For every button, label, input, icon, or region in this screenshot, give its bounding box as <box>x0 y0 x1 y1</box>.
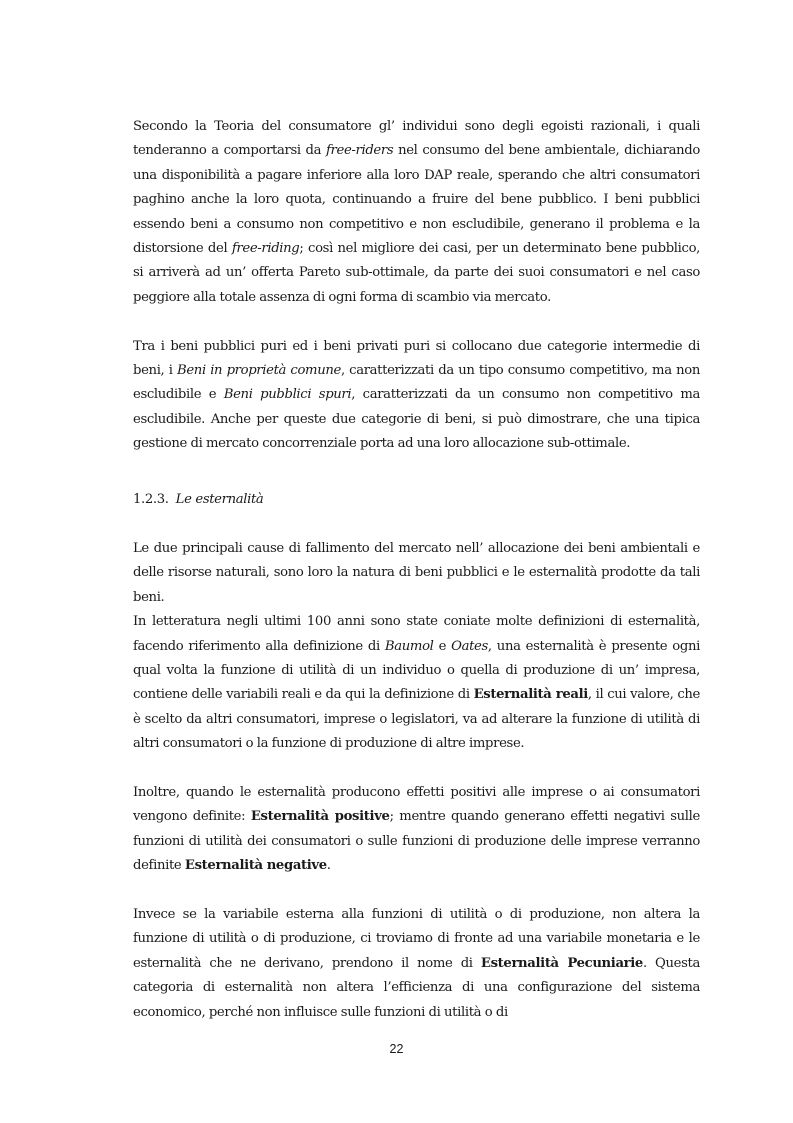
bold-term: Esternalità Pecuniarie <box>480 955 643 971</box>
italic-term: free-riding <box>231 241 300 257</box>
section-heading <box>133 488 263 512</box>
text-run: In letteratura negli ultimi 100 anni sono state coniate molte definizioni di esternalità, facendo riferimento alla definizione di <box>133 614 700 654</box>
italic-term: free-riders <box>326 143 394 159</box>
text-run: , una esternalità è presente ogni qual volta la funzione di utilità di un individuo o quella di produzione di un’ impresa, contiene delle variabili reali e da qui la definizione di <box>133 638 700 703</box>
text-run: , caratterizzati da un tipo consumo competitivo, ma non escludibile e <box>133 363 700 403</box>
text-run: , caratterizzati da un consumo non competitivo ma escludibile. Anche per queste due categorie di beni, si può dimostrare, che una tipica gestione di mercato concorrenziale porta ad una loro allocazione sub-ottimale. <box>133 387 700 452</box>
text-run: Secondo la Teoria del consumatore gl’ individui sono degli egoisti razionali, i quali tenderanno a comportarsi da <box>133 119 700 159</box>
italic-term: Beni pubblici spuri <box>223 387 352 403</box>
bold-term: Esternalità negative <box>184 858 327 874</box>
italic-term: Beni in proprietà comune <box>177 363 341 379</box>
paragraph-causes <box>133 537 700 610</box>
section-number: 1.2.3. <box>133 492 169 507</box>
text-run: Le due principali cause di fallimento del mercato nell’ allocazione dei beni ambientali e delle risorse naturali, sono loro la natura di beni pubblici e le esternalità prodotte da tali beni. <box>133 541 700 605</box>
text-run: . Questa categoria di esternalità non altera l’efficienza di una configurazione del sistema economico, perché non influisce sulle funzioni di utilità o di <box>133 955 700 1020</box>
text-run: nel consumo del bene ambientale, dichiarando una disponibilità a pagare inferiore alla loro DAP reale, sperando che altri consumatori paghino anche la loro quota, continuando a fruire del bene pubblico. I beni pubblici essendo beni a consumo non competitivo e non escludibile, generano il problema e la distorsione del <box>133 143 700 257</box>
text-run: , il cui valore, che è scelto da altri consumatori, imprese o legislatori, va ad alterare la funzione di utilità di altri consumatori o la funzione di produzione di altre imprese. <box>133 687 700 752</box>
body-text-lower <box>133 537 700 1025</box>
paragraph-intermediate-goods <box>133 335 700 457</box>
paragraph-free-riders <box>133 115 700 310</box>
text-run: ; mentre quando generano effetti negativi sulle funzioni di utilità dei consumatori o sulle funzioni di produzione delle imprese verranno definite <box>133 809 701 874</box>
text-run: ; così nel migliore dei casi, per un determinato bene pubblico, si arriverà ad un’ offerta Pareto sub-ottimale, da parte dei suoi consumatori e nel caso peggiore alla totale assenza di ogni forma di scambio via mercato. <box>133 241 701 305</box>
page-number: 22 <box>389 1042 404 1056</box>
text-run: . <box>326 858 331 874</box>
italic-author: Oates <box>451 638 488 654</box>
paragraph-pecuniary <box>133 903 700 1025</box>
paragraph-real-externalities <box>133 610 700 756</box>
paragraph-positive-negative <box>133 781 700 879</box>
bold-term: Esternalità positive <box>250 809 390 825</box>
italic-author: Baumol <box>384 638 434 654</box>
text-run: e <box>433 638 452 654</box>
section-title: Le esternalità <box>175 492 264 507</box>
text-run: Invece se la variabile esterna alla funzioni di utilità o di produzione, non altera la funzione di utilità o di produzione, ci troviamo di fronte ad una variabile monetaria e le esternalità che ne derivano, prendono il nome di <box>133 907 700 971</box>
text-run: Inoltre, quando le esternalità producono effetti positivi alle imprese o ai consumatori vengono definite: <box>133 785 700 825</box>
body-text-upper <box>133 115 700 457</box>
text-run: Tra i beni pubblici puri ed i beni privati puri si collocano due categorie intermedie di beni, i <box>133 338 700 379</box>
bold-term: Esternalità reali <box>473 687 588 703</box>
